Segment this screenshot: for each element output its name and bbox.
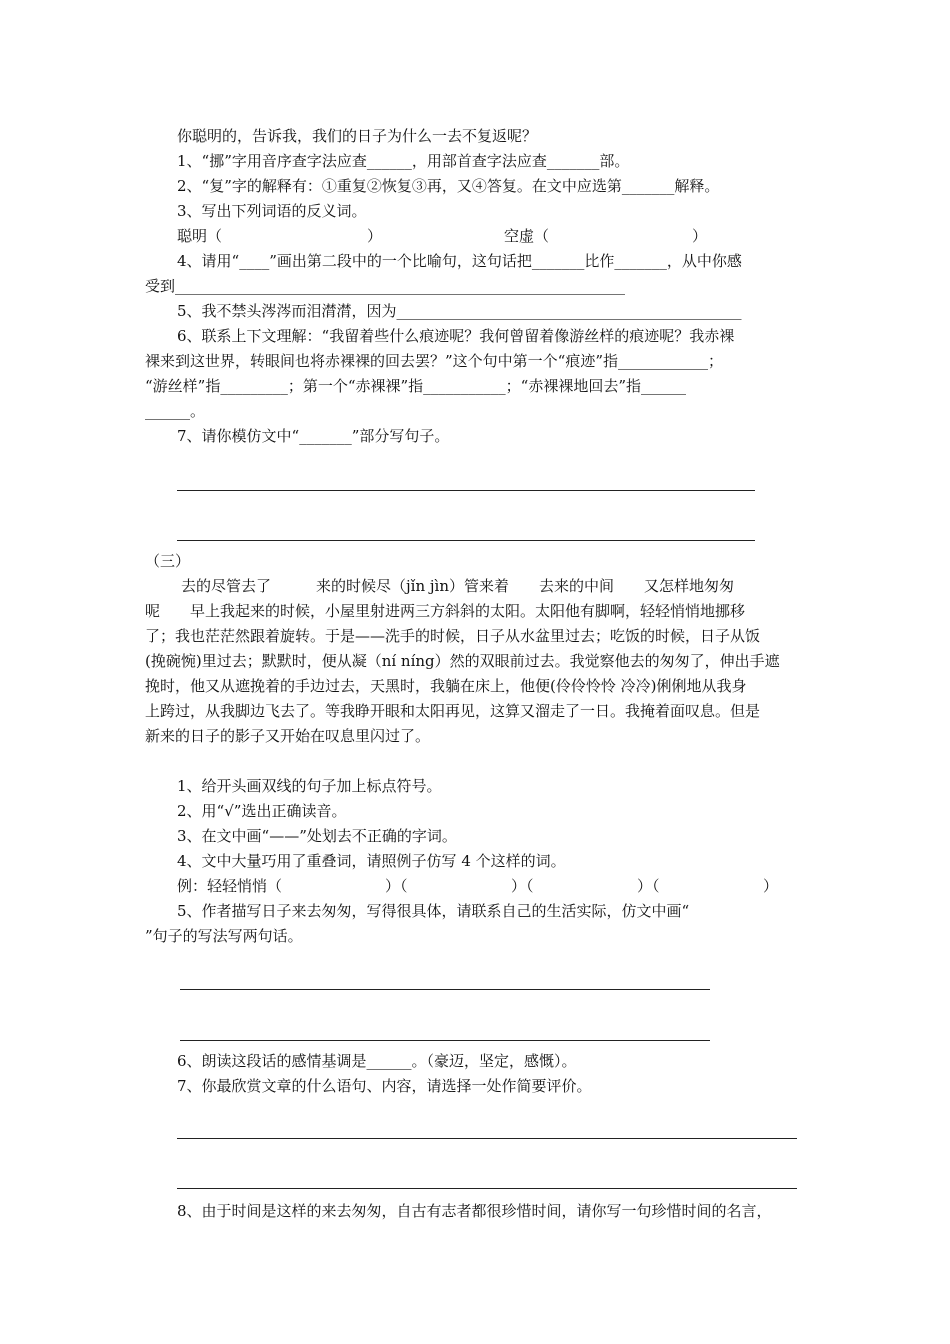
answer-line-3[interactable] xyxy=(180,989,710,990)
part3-question-4: 4、文中大量巧用了重叠词，请照例子仿写 4 个这样的词。 xyxy=(177,852,566,870)
example-paren-2: ）（ xyxy=(511,877,534,895)
passage-line-4: (挽碗惋)里过去；默默时，便从凝（ní níng）然的双眼前过去。我觉察他去的匆匆了，伸出手遮 xyxy=(145,652,780,670)
part3-question-6: 6、朗读这段话的感情基调是______。（豪迈，坚定，感慨）。 xyxy=(177,1052,577,1070)
part3-question-7: 7、你最欣赏文章的什么语句、内容，请选择一处作简要评价。 xyxy=(177,1077,592,1095)
question-7: 7、请你模仿文中“_______”部分写句子。 xyxy=(177,427,450,445)
question-4-line-2: 受到____________________________________________________________ xyxy=(145,277,626,295)
question-3: 3、写出下列词语的反义词。 xyxy=(177,202,367,220)
example-paren-1: ）（ xyxy=(385,877,408,895)
antonym-word-2: 空虚（ xyxy=(504,227,550,245)
question-6-line-4: ______。 xyxy=(145,402,206,420)
intro-line: 你聪明的，告诉我，我们的日子为什么一去不复返呢？ xyxy=(177,127,538,145)
antonym-close-2: ） xyxy=(692,227,708,245)
passage-line-1: 去的尽管去了 来的时候尽（jǐn jìn）管来着 去来的中间 又怎样地匆匆 xyxy=(181,577,734,595)
example-label: 例：轻轻悄悄（ xyxy=(177,877,283,895)
passage-line-2: 呢 早上我起来的时候，小屋里射进两三方斜斜的太阳。太阳他有脚啊，轻轻悄悄地挪移 xyxy=(145,602,746,620)
passage-line-7: 新来的日子的影子又开始在叹息里闪过了。 xyxy=(145,727,431,745)
question-6-line-2: 裸来到这世界，转眼间也将赤裸裸的回去罢？”这个句中第一个“痕迹”指____________； xyxy=(145,352,724,370)
question-6-line-3: “游丝样”指_________；第一个“赤裸裸”指___________；“赤裸裸地回去”指______ xyxy=(145,377,687,395)
question-2: 2、“复”字的解释有：①重复②恢复③再，又④答复。在文中应选第_______解释。 xyxy=(177,177,720,195)
passage-line-5: 挽时，他又从遮挽着的手边过去，天黑时，我躺在床上，他便(伶伶怜怜 冷冷)俐俐地从我身 xyxy=(145,677,747,695)
answer-line-1[interactable] xyxy=(177,490,755,491)
passage-line-6: 上跨过，从我脚边飞去了。等我睁开眼和太阳再见，这算又溜走了一日。我掩着面叹息。但是 xyxy=(145,702,761,720)
example-paren-3: ）（ xyxy=(637,877,660,895)
example-paren-4: ） xyxy=(763,877,779,895)
question-4-line-1: 4、请用“____”画出第二段中的一个比喻句，这句话把_______比作_______，从中你感 xyxy=(177,252,742,270)
question-6-line-1: 6、联系上下文理解：“我留着些什么痕迹呢？我何曾留着像游丝样的痕迹呢？我赤裸 xyxy=(177,327,735,345)
question-1: 1、“挪”字用音序查字法应查______，用部首查字法应查_______部。 xyxy=(177,152,630,170)
antonym-word-1: 聪明（ xyxy=(177,227,223,245)
question-5: 5、我不禁头涔涔而泪潸潸，因为______________________________________________ xyxy=(177,302,742,320)
part3-question-5-line-1: 5、作者描写日子来去匆匆，写得很具体，请联系自己的生活实际，仿文中画“ xyxy=(177,902,690,920)
part3-question-5-line-2: ”句子的写法写两句话。 xyxy=(145,927,303,945)
part3-question-2: 2、用“√”选出正确读音。 xyxy=(177,802,347,820)
passage-line-3: 了；我也茫茫然跟着旋转。于是——洗手的时候，日子从水盆里过去；吃饭的时候，日子从饭 xyxy=(145,627,761,645)
answer-line-4[interactable] xyxy=(180,1040,710,1041)
answer-line-5[interactable] xyxy=(177,1138,797,1139)
part3-question-3: 3、在文中画“——”处划去不正确的字词。 xyxy=(177,827,457,845)
part3-question-8: 8、由于时间是这样的来去匆匆，自古有志者都很珍惜时间，请你写一句珍惜时间的名言， xyxy=(177,1202,772,1220)
section-heading: （三） xyxy=(145,552,191,570)
answer-line-6[interactable] xyxy=(177,1188,797,1189)
antonym-close-1: ） xyxy=(367,227,383,245)
answer-line-2[interactable] xyxy=(177,540,755,541)
part3-question-1: 1、给开头画双线的句子加上标点符号。 xyxy=(177,777,442,795)
